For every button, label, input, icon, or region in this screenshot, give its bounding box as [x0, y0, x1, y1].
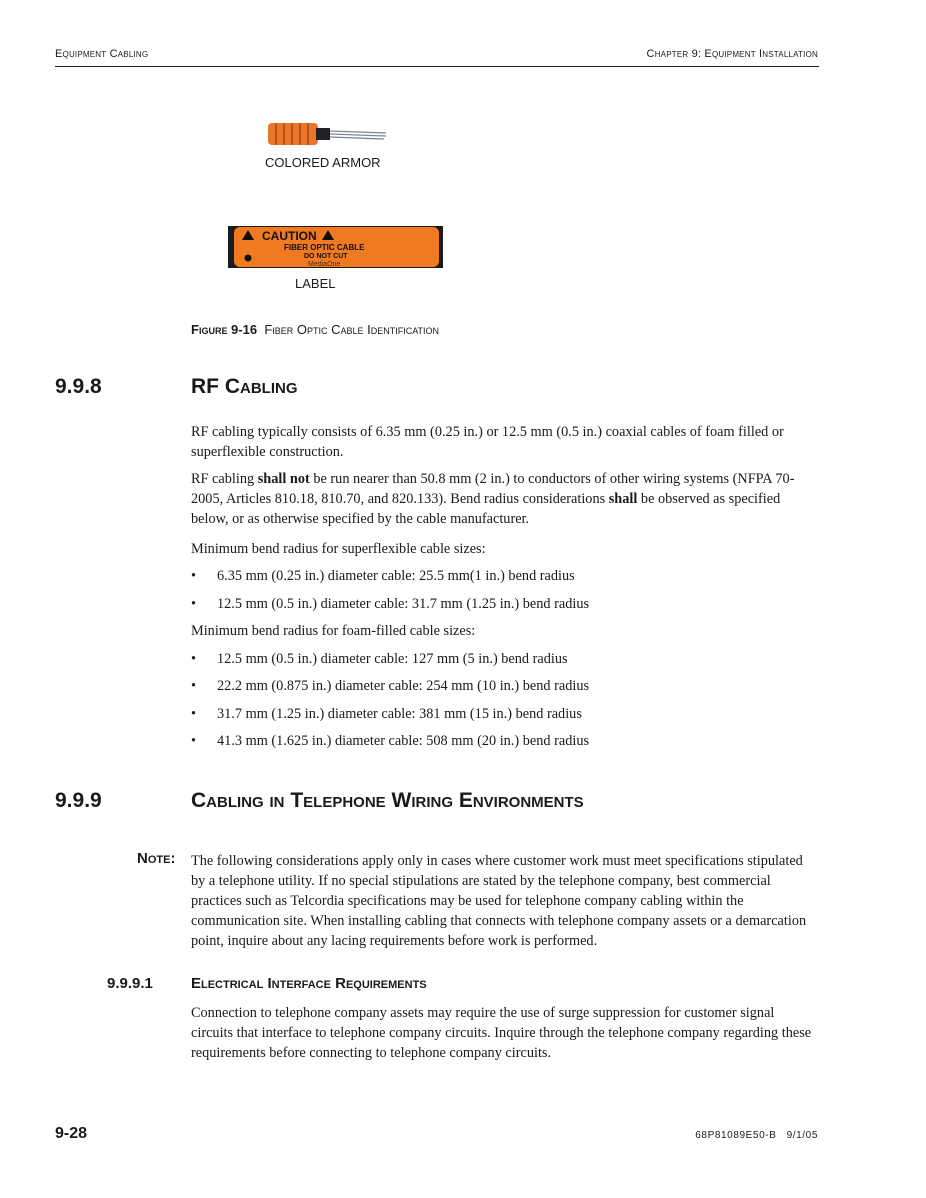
subsection-number: 9.9.9.1	[107, 975, 153, 992]
list-item: • 12.5 mm (0.5 in.) diameter cable: 31.7 mm (1.25 in.) bend radius	[191, 596, 590, 612]
figure-caption	[191, 322, 439, 337]
list-intro: Minimum bend radius for foam-filled cable sizes:	[191, 623, 476, 639]
section-number: 9.9.9	[55, 789, 102, 812]
paragraph: Connection to telephone company assets may require the use of surge suppression for customer signal circuits that interface to telephone company circuits. Inquire through the telephone company regarding these requirements before connecting to telephone company circuits.	[191, 1005, 812, 1061]
running-header-left: Equipment Cabling	[55, 48, 149, 60]
note-text: The following considerations apply only in cases where customer work must meet specifications stipulated by a telephone utility. If no special stipulations are stated by the telephone company, best commercial practices such as Telcordia specifications may be used for telephone company cabling within the communication site. When installing cabling that connects with telephone company assets or a demarcation point, inquire about any lacing requirements before work is performed.	[191, 853, 807, 949]
list-item: • 22.2 mm (0.875 in.) diameter cable: 254 mm (10 in.) bend radius	[191, 678, 590, 694]
paragraph: RF cabling shall not be run nearer than 50.8 mm (2 in.) to conductors of other wiring systems (NFPA 70-2005, Articles 810.18, 810.70, and 820.133). Bend radius considerations shall be observed as specified below, or as otherwise specified by the cable manufacturer.	[191, 471, 795, 527]
figure-title: Fiber Optic Cable Identification	[264, 322, 440, 337]
list-item: • 12.5 mm (0.5 in.) diameter cable: 127 mm (5 in.) bend radius	[191, 651, 568, 667]
list-intro: Minimum bend radius for superflexible cable sizes:	[191, 541, 486, 557]
document-id: 68P81089E50-B 9/1/05	[695, 1130, 818, 1141]
header-rule	[55, 66, 819, 67]
page-number: 9-28	[55, 1125, 88, 1142]
label-caption: LABEL	[295, 276, 336, 291]
label-fiber-text: FIBER OPTIC CABLE	[284, 243, 365, 252]
figure-number: Figure 9-16	[191, 322, 258, 337]
note-label: Note:	[137, 850, 176, 867]
label-donotcut-text: DO NOT CUT	[304, 253, 348, 260]
list-item: • 31.7 mm (1.25 in.) diameter cable: 381 mm (15 in.) bend radius	[191, 706, 582, 722]
colored-armor-caption: COLORED ARMOR	[265, 155, 381, 170]
subsection-title: Electrical Interface Requirements	[191, 975, 427, 992]
list-item: • 41.3 mm (1.625 in.) diameter cable: 508 mm (20 in.) bend radius	[191, 733, 590, 749]
section-title: Cabling in Telephone Wiring Environments	[191, 789, 584, 812]
laser-icon	[245, 255, 252, 262]
colored-armor-cable-image	[268, 120, 390, 148]
label-caution-text: CAUTION	[262, 229, 317, 243]
section-title: RF Cabling	[191, 375, 298, 398]
running-header-right: Chapter 9: Equipment Installation	[646, 48, 818, 60]
paragraph: RF cabling typically consists of 6.35 mm (0.25 in.) or 12.5 mm (0.5 in.) coaxial cables of foam filled or superflexible construction.	[191, 424, 784, 460]
section-number: 9.9.8	[55, 375, 102, 398]
list-item: • 6.35 mm (0.25 in.) diameter cable: 25.5 mm(1 in.) bend radius	[191, 568, 575, 584]
caution-label-image	[228, 224, 443, 270]
label-brand-text: MediaOne	[308, 261, 341, 268]
